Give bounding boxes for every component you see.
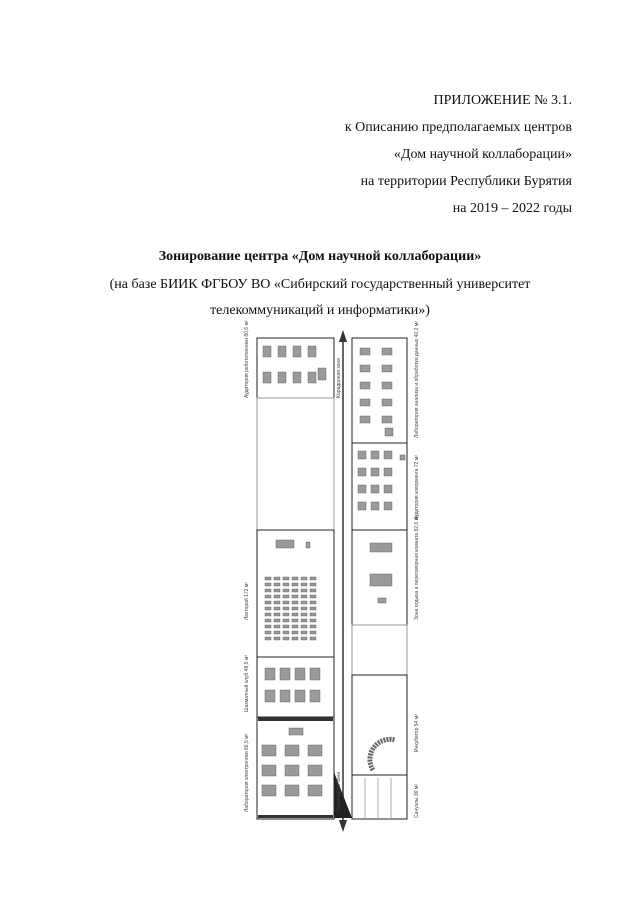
coworking-plant bbox=[400, 455, 405, 460]
room-right-empty bbox=[352, 625, 407, 675]
lecture-stage bbox=[276, 540, 294, 548]
coworking-seat bbox=[384, 468, 392, 476]
electronics-bench bbox=[308, 785, 322, 796]
electronics-bench bbox=[285, 765, 299, 776]
robotics-desk bbox=[293, 372, 301, 383]
lecture-seat bbox=[274, 607, 280, 610]
page-title: Зонирование центра «Дом научной коллаборации» bbox=[158, 249, 482, 264]
lecture-seat bbox=[265, 637, 271, 640]
lecture-seat bbox=[301, 613, 307, 616]
lecture-seat bbox=[310, 583, 316, 586]
chess-table bbox=[295, 668, 305, 680]
lecture-seat bbox=[301, 601, 307, 604]
lecture-seat bbox=[292, 613, 298, 616]
robotics-desk bbox=[263, 372, 271, 383]
lecture-seat bbox=[265, 607, 271, 610]
lecture-seat bbox=[283, 637, 289, 640]
coworking-seat bbox=[358, 502, 366, 510]
lecture-seat bbox=[274, 637, 280, 640]
data-lab-workstation bbox=[382, 382, 392, 389]
room-restrooms bbox=[352, 775, 407, 819]
lecture-seat bbox=[292, 625, 298, 628]
lecture-seat bbox=[283, 619, 289, 622]
robotics-cabinet bbox=[318, 368, 326, 380]
lecture-seat bbox=[283, 589, 289, 592]
page-subtitle-line1: (на базе БИИК ФГБОУ ВО «Сибирский государственный университет bbox=[109, 277, 531, 292]
lecture-seat bbox=[301, 595, 307, 598]
lecture-seat bbox=[274, 577, 280, 580]
chess-table bbox=[265, 668, 275, 680]
lecture-seat bbox=[274, 589, 280, 592]
lecture-seat bbox=[274, 619, 280, 622]
lecture-seat bbox=[283, 577, 289, 580]
label-restrooms: Санузлы 36 м² bbox=[414, 784, 420, 818]
lecture-seat bbox=[310, 607, 316, 610]
data-lab-plant bbox=[385, 428, 393, 436]
electronics-bench bbox=[262, 765, 276, 776]
lecture-seat bbox=[274, 601, 280, 604]
page-subtitle-line2: телекоммуникаций и информатики») bbox=[210, 303, 430, 318]
data-lab-workstation bbox=[360, 348, 370, 355]
lecture-seat bbox=[310, 619, 316, 622]
coworking-seat bbox=[358, 468, 366, 476]
lecture-seat bbox=[292, 607, 298, 610]
robotics-desk bbox=[278, 346, 286, 357]
lecture-seat bbox=[283, 613, 289, 616]
lecture-seat bbox=[265, 583, 271, 586]
lecture-podium bbox=[306, 542, 310, 548]
lecture-seat bbox=[283, 631, 289, 634]
data-lab-workstation bbox=[382, 365, 392, 372]
lecture-seat bbox=[274, 613, 280, 616]
lecture-seat bbox=[310, 625, 316, 628]
lecture-seat bbox=[265, 625, 271, 628]
lounge-sofa bbox=[370, 574, 392, 586]
lecture-seat bbox=[265, 619, 271, 622]
lecture-seat bbox=[292, 583, 298, 586]
label-robotics: Аудитория робототехники 80,6 м² bbox=[244, 320, 250, 398]
lecture-seat bbox=[310, 613, 316, 616]
lecture-seat bbox=[265, 577, 271, 580]
lecture-seat bbox=[274, 595, 280, 598]
lecture-seat bbox=[265, 631, 271, 634]
robotics-desk bbox=[263, 346, 271, 357]
lecture-seat bbox=[283, 625, 289, 628]
robotics-desk bbox=[278, 372, 286, 383]
lecture-seat bbox=[301, 589, 307, 592]
data-lab-workstation bbox=[360, 399, 370, 406]
lecture-seat bbox=[310, 601, 316, 604]
lecture-seat bbox=[301, 625, 307, 628]
robotics-desk bbox=[308, 372, 316, 383]
coworking-seat bbox=[384, 502, 392, 510]
appendix-reference: к Описанию предполагаемых центров bbox=[344, 120, 572, 135]
lecture-seat bbox=[310, 631, 316, 634]
room-chess-club bbox=[257, 657, 334, 717]
appendix-center-name: «Дом научной коллаборации» bbox=[393, 147, 572, 162]
lecture-seat bbox=[301, 607, 307, 610]
label-electronics: Лаборатория электроники 86,5 м² bbox=[244, 733, 250, 812]
coworking-seat bbox=[371, 468, 379, 476]
data-lab-workstation bbox=[360, 382, 370, 389]
lecture-seat bbox=[301, 619, 307, 622]
chess-table bbox=[280, 668, 290, 680]
coworking-seat bbox=[371, 502, 379, 510]
lounge-table bbox=[378, 598, 386, 603]
lecture-seat bbox=[301, 631, 307, 634]
label-corridor-bottom: Переходная зона bbox=[336, 771, 342, 812]
electronics-bench bbox=[262, 785, 276, 796]
coworking-seat bbox=[371, 485, 379, 493]
coworking-seat bbox=[358, 485, 366, 493]
lounge-sofa bbox=[370, 543, 392, 552]
electronics-bench bbox=[308, 745, 322, 756]
chess-table bbox=[280, 690, 290, 702]
lecture-seat bbox=[283, 601, 289, 604]
appendix-region: на территории Республики Бурятия bbox=[360, 174, 572, 189]
chess-table bbox=[310, 690, 320, 702]
coworking-seat bbox=[358, 451, 366, 459]
electronics-bench bbox=[308, 765, 322, 776]
incubator-round-table bbox=[370, 739, 395, 770]
appendix-number: ПРИЛОЖЕНИЕ № 3.1. bbox=[433, 93, 572, 108]
coworking-seat bbox=[384, 485, 392, 493]
lecture-seat bbox=[301, 637, 307, 640]
lecture-seat bbox=[292, 619, 298, 622]
data-lab-workstation bbox=[382, 399, 392, 406]
coworking-seat bbox=[371, 451, 379, 459]
label-data-lab: Лаборатория анализа и обработки данных 40,2 м² bbox=[414, 321, 420, 438]
lecture-seat bbox=[301, 583, 307, 586]
lecture-seat bbox=[274, 583, 280, 586]
lecture-seat bbox=[292, 637, 298, 640]
appendix-period: на 2019 – 2022 годы bbox=[452, 201, 572, 216]
label-lounge: Зона отдыха и переговорная комната 82,6 м² bbox=[414, 515, 420, 620]
room-left-empty bbox=[257, 398, 334, 530]
label-coworking: Аудитория коворкинга 72 м² bbox=[414, 455, 420, 520]
chess-table bbox=[310, 668, 320, 680]
electronics-cabinet bbox=[289, 728, 303, 735]
lecture-seat bbox=[310, 577, 316, 580]
lecture-seat bbox=[265, 595, 271, 598]
coworking-seat bbox=[384, 451, 392, 459]
lecture-seat bbox=[283, 583, 289, 586]
chess-table bbox=[265, 690, 275, 702]
room-incubator bbox=[352, 675, 407, 775]
lecture-seat bbox=[292, 631, 298, 634]
lecture-seat bbox=[292, 595, 298, 598]
lecture-seat bbox=[265, 601, 271, 604]
lecture-seat bbox=[283, 607, 289, 610]
label-chess-club: Шахматный клуб 48,5 м² bbox=[244, 655, 250, 712]
electronics-bench bbox=[285, 785, 299, 796]
lecture-seat bbox=[274, 625, 280, 628]
data-lab-workstation bbox=[360, 416, 370, 423]
lecture-seat bbox=[292, 577, 298, 580]
electronics-bench bbox=[285, 745, 299, 756]
lecture-seat bbox=[310, 595, 316, 598]
lecture-seat bbox=[292, 589, 298, 592]
lecture-seat bbox=[265, 613, 271, 616]
lecture-seat bbox=[310, 589, 316, 592]
robotics-desk bbox=[308, 346, 316, 357]
data-lab-workstation bbox=[382, 348, 392, 355]
lecture-seat bbox=[292, 601, 298, 604]
lecture-seat bbox=[301, 577, 307, 580]
robotics-desk bbox=[293, 346, 301, 357]
lecture-seat bbox=[283, 595, 289, 598]
lecture-seat bbox=[274, 631, 280, 634]
data-lab-workstation bbox=[360, 365, 370, 372]
label-corridor-top: Коридорная зона bbox=[336, 358, 342, 398]
label-incubator: Инкубатор 54 м² bbox=[414, 714, 420, 752]
label-lecture-hall: Лекторий 172 м² bbox=[244, 582, 250, 620]
data-lab-workstation bbox=[382, 416, 392, 423]
lecture-seat bbox=[265, 589, 271, 592]
electronics-bench bbox=[262, 745, 276, 756]
lecture-seat bbox=[310, 637, 316, 640]
chess-table bbox=[295, 690, 305, 702]
